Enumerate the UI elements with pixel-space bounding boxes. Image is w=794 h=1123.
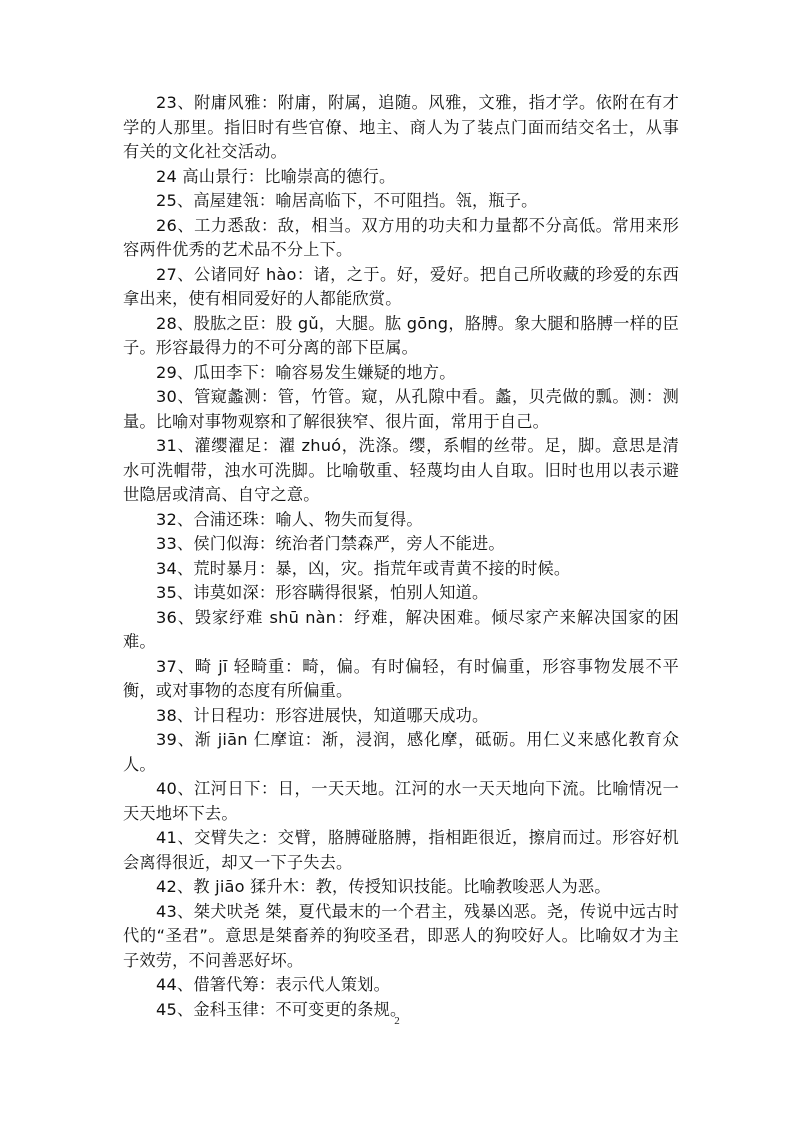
entry-25: 25、高屋建瓴：喻居高临下，不可阻挡。瓴，瓶子。	[156, 191, 538, 210]
entry-32: 32、合浦还珠：喻人、物失而复得。	[156, 509, 423, 529]
entry-38: 38、计日程功：形容进展快，知道哪天成功。	[156, 705, 489, 725]
entry-31: 31、灌缨濯足：濯 zhuó，洗涤。缨，系帽的丝带。足，脚。意思是清水可洗帽带，浊水可洗脚。比喻敬重、轻蔑均由人自取。旧时也用以表示避世隐居或清高、自守之意。	[123, 436, 679, 504]
idiom-list	[123, 91, 679, 1022]
entry-39: 39、渐 jiān 仁摩谊：渐，浸润，感化摩，砥砺。用仁义来感化教育众人。	[123, 730, 679, 774]
entry-44: 44、借箸代筹：表示代人策划。	[156, 975, 391, 994]
entry-43: 43、桀犬吠尧 桀，夏代最末的一个君主，残暴凶恶。尧，传说中远古时代的“圣君”。意思是桀畜养的狗咬圣君，即恶人的狗咬好人。比喻奴才为主子效劳，不问善恶好坏。	[123, 901, 679, 970]
entry-30: 30、管窥蠡测：管，竹管。窥，从孔隙中看。蠡，贝壳做的瓢。测：测量。比喻对事物观察和了解很狭窄、很片面，常用于自己。	[123, 387, 679, 431]
entry-34: 34、荒时暴月：暴，凶，灾。指荒年或青黄不接的时候。	[156, 558, 571, 578]
entry-24: 24 高山景行：比喻崇高的德行。	[156, 166, 396, 186]
entry-45: 45、金科玉律：不可变更的条规。	[156, 999, 407, 1019]
entry-29: 29、瓜田李下：喻容易发生嫌疑的地方。	[156, 362, 456, 382]
entry-23: 23、附庸风雅：附庸，附属，追随。风雅，文雅，指才学。依附在有才学的人那里。指旧时有些官僚、地主、商人为了装点门面而结交名士，从事有关的文化社交活动。	[123, 93, 679, 161]
entry-42: 42、教 jiāo 猱升木：教，传授知识技能。比喻教唆恶人为恶。	[156, 877, 611, 896]
page-number: 2	[394, 1015, 400, 1027]
entry-33: 33、侯门似海：统治者门禁森严，旁人不能进。	[156, 534, 505, 553]
entry-28: 28、股肱之臣：股 gǔ，大腿。肱 gōng，胳膊。象大腿和胳膊一样的臣子。形容最得力的不可分离的部下臣属。	[123, 313, 679, 357]
entry-36: 36、毁家纾难 shū nàn：纾难，解决困难。倾尽家产来解决国家的困难。	[123, 607, 679, 651]
entry-40: 40、江河日下：日，一天天地。江河的水一天天地向下流。比喻情况一天天地坏下去。	[123, 779, 679, 823]
entry-41: 41、交臂失之：交臂，胳膊碰胳膊，指相距很近，擦肩而过。形容好机会离得很近，却又一下子失去。	[123, 828, 679, 872]
entry-35: 35、讳莫如深：形容瞒得很紧，怕别人知道。	[156, 583, 489, 602]
entry-26: 26、工力悉敌：敌，相当。双方用的功夫和力量都不分高低。常用来形容两件优秀的艺术品不分上下。	[123, 215, 679, 259]
entry-37: 37、畸 jī 轻畸重：畸，偏。有时偏轻，有时偏重，形容事物发展不平衡，或对事物的态度有所偏重。	[123, 656, 679, 700]
entry-27: 27、公诸同好 hào：诸，之于。好，爱好。把自己所收藏的珍爱的东西拿出来，使有相同爱好的人都能欣赏。	[123, 264, 679, 308]
